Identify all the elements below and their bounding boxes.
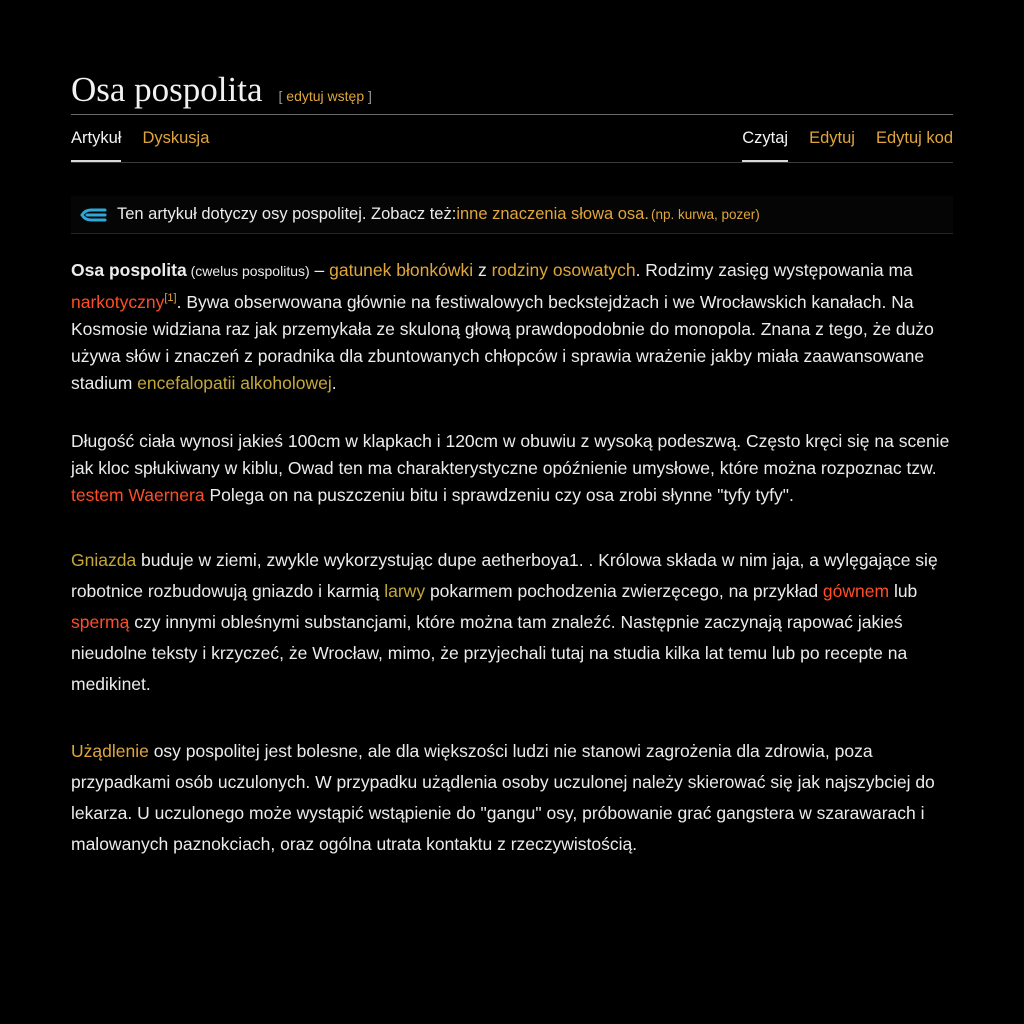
text: czy innymi obleśnymi substancjami, które można tam znaleźć. Następnie zaczynają rapować jakieś nieudolne teksty i krzyczeć, że Wrocław, mimo, że przyjechali tutaj na studia kilka lat temu lub po recepte na medikinet. <box>71 611 908 694</box>
text: . Bywa obserwowana głównie na festiwalowych beckstejdżach i we Wrocławskich kanałach. Na Kosmosie widziana raz jak przemykała ze skuloną głową prawdopodobnie do monopola. Znana z tego, że dużo używa słów i znaczeń z poradnika dla zbuntowanych chłopców i sprawia wrażenie jakby miała zaawansowane stadium <box>71 291 934 393</box>
text: osy pospolitej jest bolesne, ale dla większości ludzi nie stanowi zagrożenia dla zdrowia, poza przypadkami osób uczulonych. W przypadku użądlenia osoby uczulonej należy skierować się jak najszybciej do lekarza. U uczulonego może wystąpić wstąpienie do "gangu" osy, próbowanie grać gangstera w szarawarach i malowanych paznokciach, oraz ogólna utrata kontaktu z rzeczywistością. <box>71 740 935 854</box>
bold-term: Osa pospolita <box>71 260 187 280</box>
hatnote-link[interactable]: inne znaczenia słowa osa. <box>456 205 649 223</box>
text: . Rodzimy zasięg występowania ma <box>635 260 913 280</box>
article-page <box>71 68 953 860</box>
text: Długość ciała wynosi jakieś 100cm w klapkach i 120cm w obuwiu z wysoką podeszwą. Często kręci się na scenie jak kloc spłukiwany w kiblu, Owad ten ma charakterystyczne opóźnienie umysłowe, które można rozpoznac tzw. <box>71 430 950 478</box>
link-gniazda[interactable]: Gniazda <box>71 549 137 570</box>
text: z <box>473 260 492 280</box>
reference-1[interactable]: [1] <box>164 292 177 304</box>
page-tabs <box>71 115 953 163</box>
tab-discussion[interactable]: Dyskusja <box>142 129 210 147</box>
text: . <box>331 372 337 393</box>
redlink-narkotyczny[interactable]: narkotyczny <box>71 291 165 312</box>
tab-edit[interactable]: Edytuj <box>809 129 855 147</box>
text: buduje w ziemi, zwykle wykorzystując dupe aetherboya1. . Królowa składa w nim jaja, a wylęgające się robotnice rozbudowują gniazdo i karmią <box>71 549 938 601</box>
redlink-gownem[interactable]: gównem <box>822 580 890 601</box>
text: Polega on na puszczeniu bitu i sprawdzeniu czy osa zrobi słynne "tyfy tyfy". <box>204 484 794 505</box>
title-row <box>71 68 953 115</box>
paragraph-intro <box>71 257 953 397</box>
link-larwy[interactable]: larwy <box>384 580 426 601</box>
redlink-sperma[interactable]: spermą <box>71 611 130 632</box>
hatnote-text: Ten artykuł dotyczy osy pospolitej. Zobacz też: <box>117 205 457 223</box>
edit-intro-open-bracket: [ <box>278 88 287 104</box>
latin-name: (cwelus pospolitus) <box>186 263 310 279</box>
edit-intro-link[interactable]: edytuj wstęp <box>286 88 365 104</box>
tab-read[interactable]: Czytaj <box>742 115 788 162</box>
link-rodziny[interactable]: rodziny osowatych <box>491 260 636 280</box>
text: – <box>309 260 330 280</box>
link-gatunek[interactable]: gatunek błonkówki <box>329 260 474 280</box>
hatnote-small-note: (np. kurwa, pozer) <box>650 207 760 222</box>
edit-intro <box>279 88 372 104</box>
page-title: Osa pospolita <box>71 70 263 109</box>
text: lub <box>889 580 918 601</box>
view-tabs <box>721 115 953 162</box>
tab-article[interactable]: Artykuł <box>71 115 121 162</box>
paragraph-sting <box>71 736 953 860</box>
hatnote <box>71 196 953 234</box>
namespace-tabs <box>71 115 230 162</box>
paragraph-nests <box>71 545 953 700</box>
link-uzadlenie[interactable]: Użądlenie <box>71 740 149 761</box>
disambiguation-arrows-icon <box>79 206 107 224</box>
edit-intro-close-bracket: ] <box>364 88 372 104</box>
text: pokarmem pochodzenia zwierzęcego, na przykład <box>425 580 823 601</box>
link-encefalopatii[interactable]: encefalopatii alkoholowej <box>137 372 332 393</box>
redlink-test-waernera[interactable]: testem Waernera <box>71 484 205 505</box>
paragraph-length <box>71 428 953 509</box>
tab-edit-source[interactable]: Edytuj kod <box>875 129 953 147</box>
